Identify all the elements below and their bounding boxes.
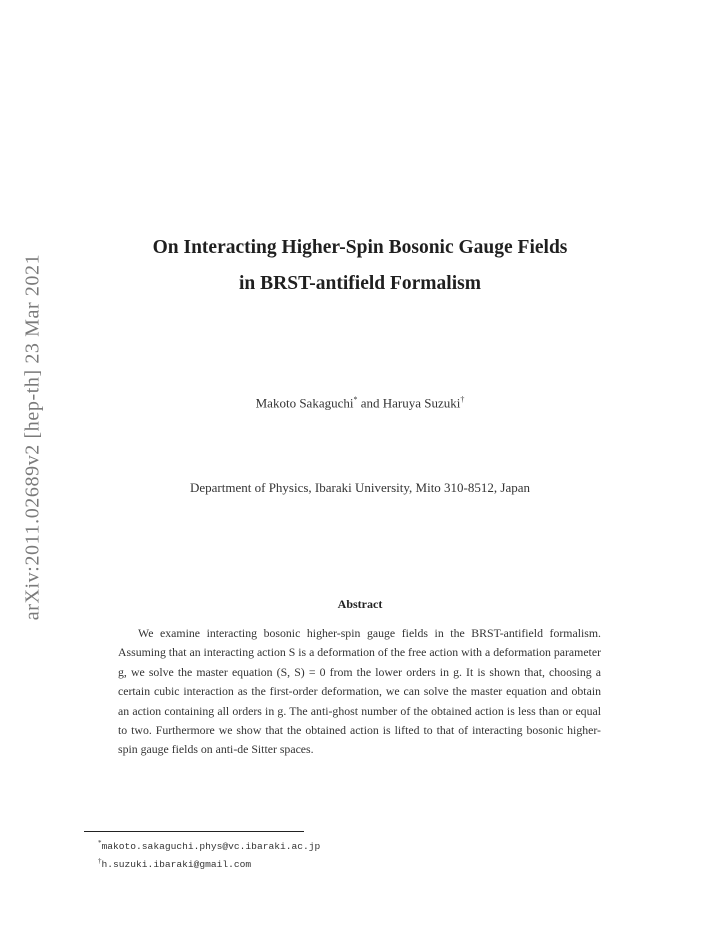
abstract-heading: Abstract xyxy=(337,597,383,611)
paper-title-line-2: in BRST-antifield Formalism xyxy=(239,273,481,294)
footnote-mark: † xyxy=(460,395,465,404)
author-affiliation: Department of Physics, Ibaraki University, Mito 310-8512, Japan xyxy=(190,480,530,495)
footnote-mark: † xyxy=(98,857,102,866)
author-separator: and xyxy=(357,395,383,411)
footnote-mark: * xyxy=(98,839,102,847)
footnote-email xyxy=(98,836,320,854)
author-list xyxy=(0,395,720,411)
footnotes xyxy=(98,836,320,872)
email-address: h.suzuki.ibaraki@gmail.com xyxy=(101,859,252,871)
author-name: Makoto Sakaguchi xyxy=(255,395,354,411)
paper-title xyxy=(0,230,720,302)
arxiv-identifier-stamp: arXiv:2011.02689v2 [hep-th] 23 Mar 2021 xyxy=(21,253,44,621)
footnote-email xyxy=(98,854,320,872)
email-address: makoto.sakaguchi.phys@vc.ibaraki.ac.jp xyxy=(101,841,321,853)
abstract-text: We examine interacting bosonic higher-spin gauge fields in the BRST-antifield formalism. Assuming that an interacting action S is a deformation of the free action with a deformation parameter g, we solve the master equation (S, S) = 0 from the lower orders in g. It is shown that, choosing a certain cubic interaction as the first-order deformation, we can solve the master equation and obtain an action containing all orders in g. The anti-ghost number of the obtained action is less than or equal to two. Furthermore we show that the obtained action is lifted to that of interacting bosonic higher-spin gauge fields on anti-de Sitter spaces. xyxy=(118,626,601,757)
footnote-divider xyxy=(84,831,304,832)
footnote-mark: * xyxy=(353,395,358,404)
paper-title-line-1: On Interacting Higher-Spin Bosonic Gauge Fields xyxy=(152,237,568,258)
author-name: Haruya Suzuki xyxy=(382,395,461,411)
